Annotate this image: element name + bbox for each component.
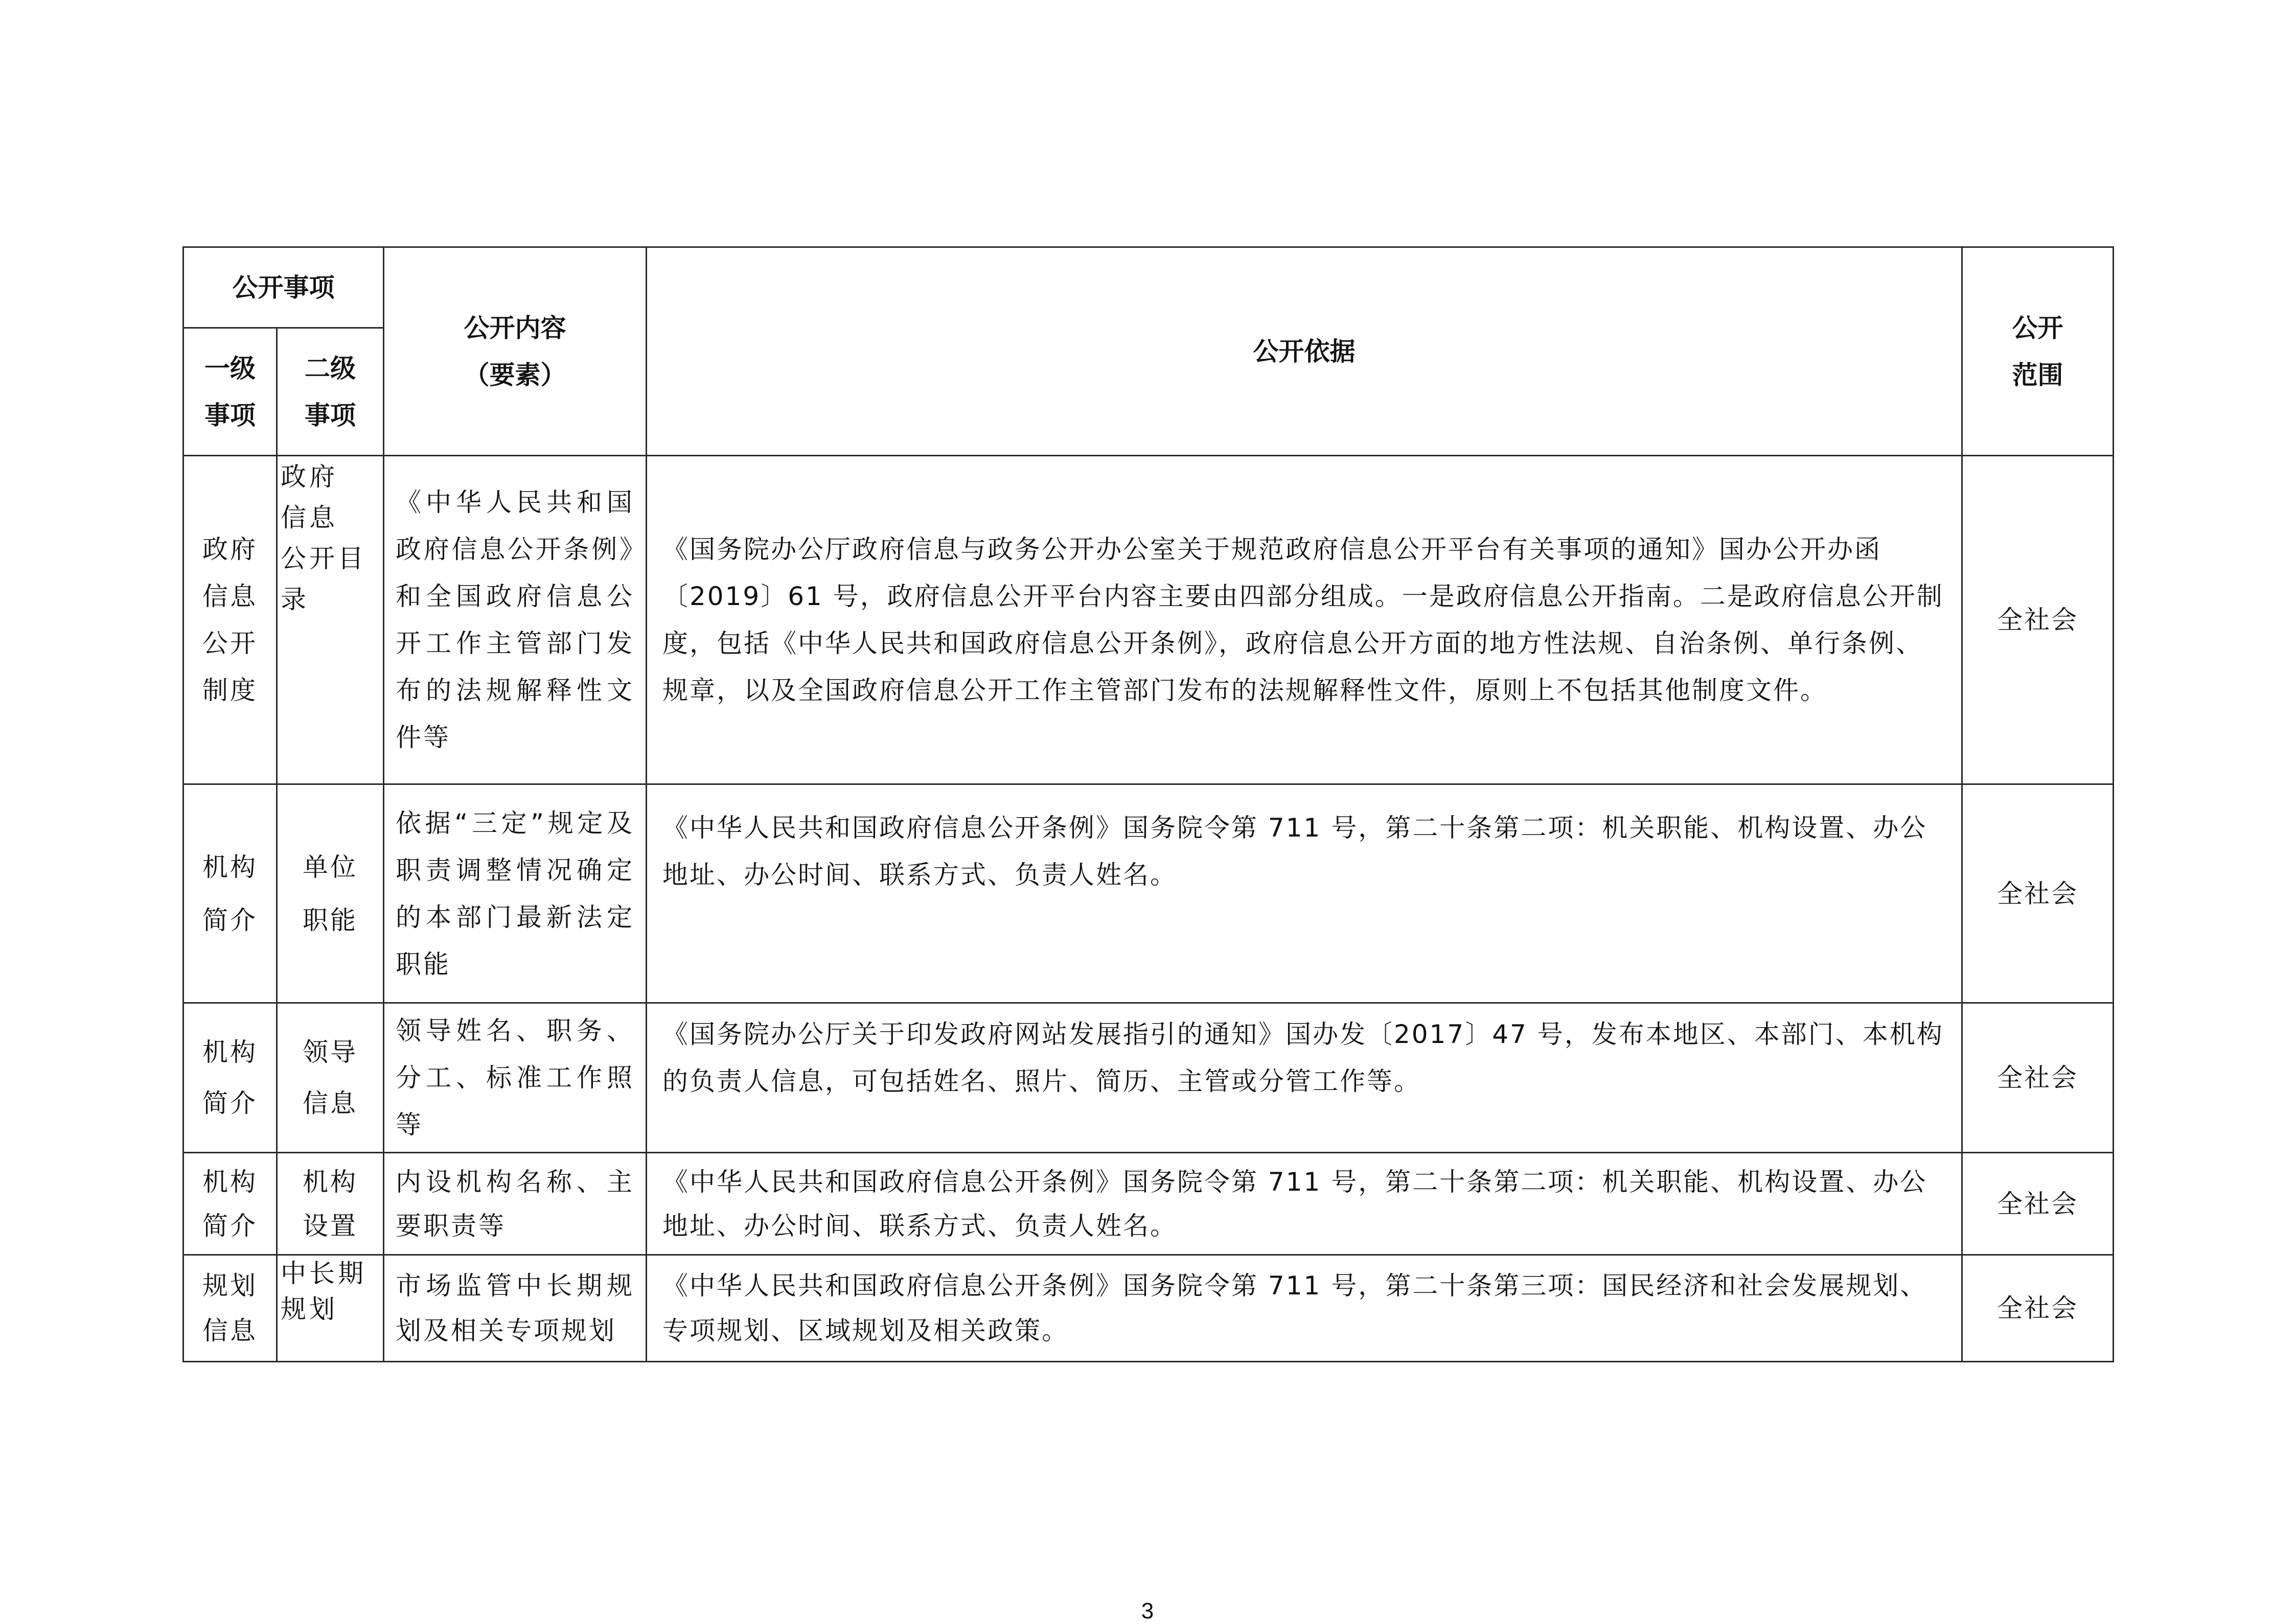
scope-cell: 全社会 xyxy=(1962,1255,2114,1362)
disclosure-table xyxy=(182,246,2114,1362)
cell-line: （要素） xyxy=(464,360,566,390)
header-content xyxy=(384,247,647,456)
level2-cell xyxy=(277,784,384,1003)
level2-cell xyxy=(277,1153,384,1255)
cell-line: 简介 xyxy=(202,1088,258,1118)
cell-line: 事项 xyxy=(305,400,356,430)
cell-line: 简介 xyxy=(202,905,258,935)
content-cell: 《中华人民共和国政府信息公开条例》和全国政府信息公开工作主管部门发布的法规解释性文件等 xyxy=(384,456,647,784)
scope-cell: 全社会 xyxy=(1962,456,2114,784)
scope-cell: 全社会 xyxy=(1962,1153,2114,1255)
cell-line: 事项 xyxy=(204,400,256,430)
content-cell: 内设机构名称、主要职责等 xyxy=(384,1153,647,1255)
content-cell: 领导姓名、职务、分工、标准工作照等 xyxy=(384,1003,647,1153)
cell-line: 机构 xyxy=(202,1167,258,1197)
level1-cell xyxy=(183,784,277,1003)
basis-cell: 《中华人民共和国政府信息公开条例》国务院令第 711 号，第二十条第二项：机关职能、机构设置、办公地址、办公时间、联系方式、负责人姓名。 xyxy=(647,1153,1962,1255)
level1-cell xyxy=(183,1003,277,1153)
cell-line: 公开目 xyxy=(281,544,366,573)
table-row xyxy=(183,1003,2114,1153)
cell-line: 录 xyxy=(281,585,309,614)
header-basis: 公开依据 xyxy=(647,247,1962,456)
cell-line: 机构 xyxy=(303,1167,358,1197)
cell-line: 二级 xyxy=(305,353,356,383)
level2-cell xyxy=(277,1255,384,1362)
basis-cell: 《中华人民共和国政府信息公开条例》国务院令第 711 号，第二十条第二项：机关职能、机构设置、办公地址、办公时间、联系方式、负责人姓名。 xyxy=(647,784,1962,1003)
cell-line: 范围 xyxy=(2012,360,2063,390)
cell-line: 设置 xyxy=(303,1211,358,1241)
cell-line: 信息 xyxy=(303,1088,358,1118)
cell-line: 公开内容 xyxy=(464,313,566,343)
cell-line: 规划 xyxy=(202,1271,258,1301)
cell-line: 机构 xyxy=(202,1037,258,1067)
header-level1 xyxy=(183,328,277,456)
basis-cell: 《国务院办公厅政府信息与政务公开办公室关于规范政府信息公开平台有关事项的通知》国办公开办函〔2019〕61 号，政府信息公开平台内容主要由四部分组成。一是政府信息公开指南。二是政府信息公开制度，包括《中华人民共和国政府信息公开条例》，政府信息公开方面的地方性法规、自治条例、单行条例、规章，以及全国政府信息公开工作主管部门发布的法规解释性文件，原则上不包括其他制度文件。 xyxy=(647,456,1962,784)
cell-line: 单位 xyxy=(303,852,358,882)
scope-cell: 全社会 xyxy=(1962,784,2114,1003)
level1-cell xyxy=(183,1153,277,1255)
level1-cell xyxy=(183,456,277,784)
header-disclosure-items: 公开事项 xyxy=(183,247,384,328)
cell-line: 信息 xyxy=(202,1316,258,1345)
basis-cell: 《国务院办公厅关于印发政府网站发展指引的通知》国办发〔2017〕47 号，发布本地区、本部门、本机构的负责人信息，可包括姓名、照片、简历、主管或分管工作等。 xyxy=(647,1003,1962,1153)
cell-line: 政府 xyxy=(202,535,258,564)
level2-cell xyxy=(277,1003,384,1153)
cell-line: 信息 xyxy=(281,503,338,532)
level1-cell xyxy=(183,1255,277,1362)
table-row xyxy=(183,1255,2114,1362)
content-cell: 依据“三定”规定及职责调整情况确定的本部门最新法定职能 xyxy=(384,784,647,1003)
scope-cell: 全社会 xyxy=(1962,1003,2114,1153)
level2-cell xyxy=(277,456,384,784)
cell-line: 公开 xyxy=(2012,313,2063,343)
page-number: 3 xyxy=(1141,1598,1154,1623)
cell-line: 职能 xyxy=(303,905,358,935)
content-cell: 市场监管中长期规划及相关专项规划 xyxy=(384,1255,647,1362)
cell-line: 信息 xyxy=(202,582,258,611)
table-row xyxy=(183,784,2114,1003)
table-row xyxy=(183,456,2114,784)
cell-line: 公开 xyxy=(202,629,258,658)
cell-line: 机构 xyxy=(202,852,258,882)
cell-line: 政府 xyxy=(281,462,338,492)
cell-line: 中长期 xyxy=(281,1259,366,1288)
cell-line: 规划 xyxy=(281,1294,338,1324)
header-level2 xyxy=(277,328,384,456)
cell-line: 一级 xyxy=(204,353,256,383)
cell-line: 领导 xyxy=(303,1037,358,1067)
table-row xyxy=(183,1153,2114,1255)
header-scope xyxy=(1962,247,2114,456)
cell-line: 简介 xyxy=(202,1211,258,1241)
cell-line: 制度 xyxy=(202,676,258,705)
basis-cell: 《中华人民共和国政府信息公开条例》国务院令第 711 号，第二十条第三项：国民经济和社会发展规划、专项规划、区域规划及相关政策。 xyxy=(647,1255,1962,1362)
